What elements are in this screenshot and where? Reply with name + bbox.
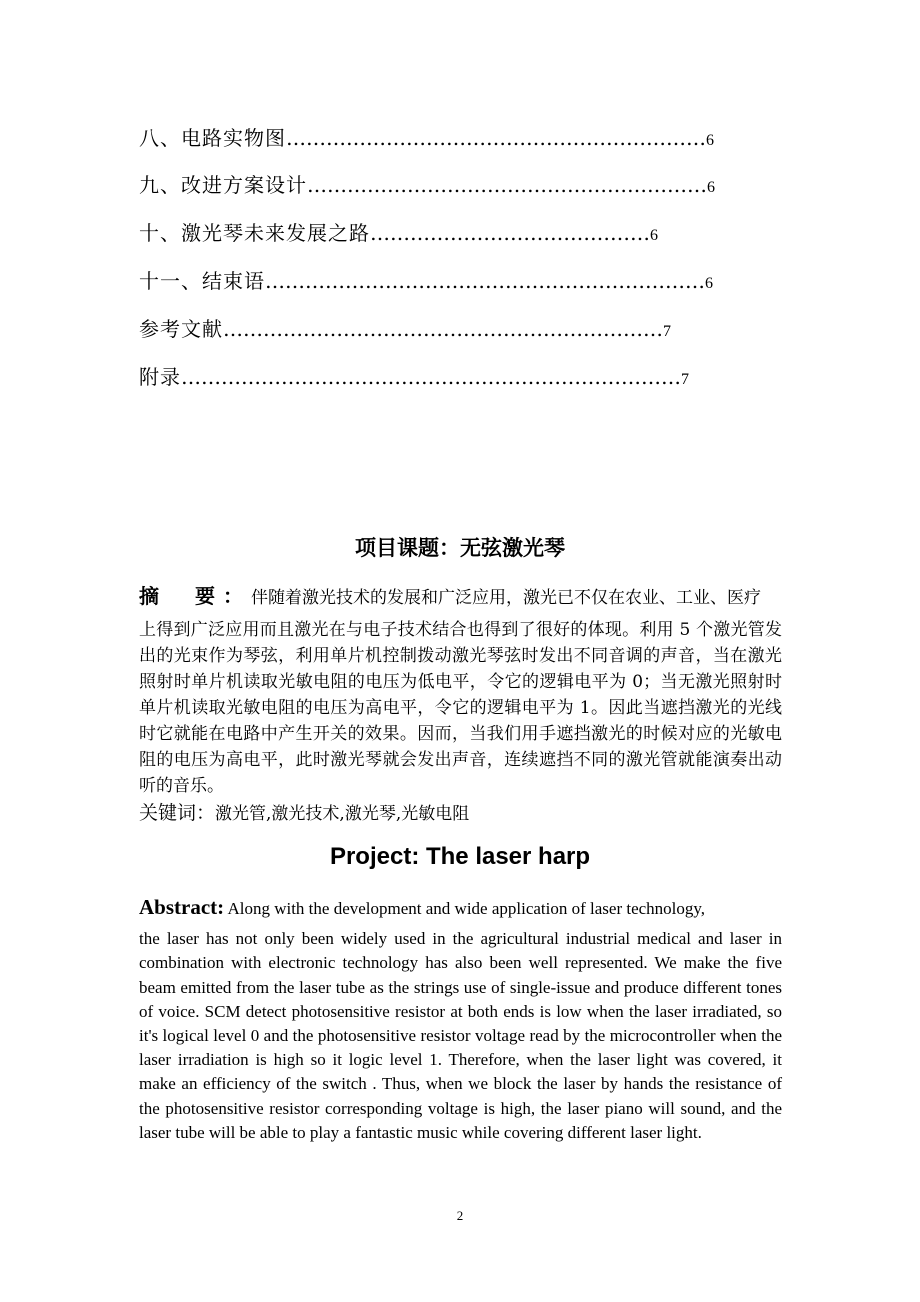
toc-entry-11 <box>139 267 713 298</box>
toc-page-number: 7 <box>663 323 671 340</box>
abstract-en-first-line <box>139 895 782 921</box>
toc-entry-10 <box>139 219 658 250</box>
abstract-en-body: the laser has not only been widely used in the agricultural industrial medical and laser in combination with electronic technology has also been well represented. We make the five beam emitted from the laser tube as the strings use of single-issue and produce different tones of voice. SCM detect photosensitive resistor at both ends is low when the laser irradiated, so it's logical level 0 and the photosensitive resistor voltage read by the microcontroller when the laser irradiation is high so it logic level 1. Therefore, when the laser light was covered, it make an efficiency of the switch . Thus, when we block the laser by hands the resistance of the photosensitive resistor corresponding voltage is high, the laser piano will sound, and the laser tube will be able to play a fantastic music while covering different laser light. <box>139 929 782 1142</box>
toc-page-number: 6 <box>706 132 714 149</box>
toc-leader-dots: …………………………………………………… <box>307 173 707 197</box>
abstract-cn-body: 上得到广泛应用而且激光在与电子技术结合也得到了很好的体现。利用 5 个激光管发出的光束作为琴弦，利用单片机控制拨动激光琴弦时发出不同音调的声音，当在激光照射时单片机读取光敏电阻的电压为低电平，令它的逻辑电平为 0；当无激光照射时单片机读取光敏电阻的电压为高电平，令它的逻辑电平为 1。因此当遮挡激光的光线时它就能在电路中产生开关的效果。因而，当我们用手遮挡激光的时候对应的光敏电阻的电压为高电平，此时激光琴就会发出声音，连续遮挡不同的激光管就能演奏出动听的音乐。 <box>139 620 782 796</box>
abstract-en-first-text: Along with the development and wide application of laser technology, <box>227 899 706 918</box>
toc-page-number: 7 <box>681 371 689 388</box>
abstract-en-label: Abstract: <box>139 895 225 919</box>
abstract-cn-label: 摘 要： <box>139 584 251 608</box>
toc-leader-dots: ……………………………………………………… <box>286 126 706 150</box>
page-number: 2 <box>456 1208 464 1223</box>
keywords-cn <box>139 798 469 825</box>
keywords-cn-text: 激光管,激光技术,激光琴,光敏电阻 <box>215 804 470 824</box>
abstract-cn-first-line <box>139 583 782 611</box>
toc-leader-dots: …………………………………… <box>370 221 650 245</box>
project-title-cn: 项目课题：无弦激光琴 <box>355 536 565 560</box>
toc-entry-text: 十、激光琴未来发展之路 <box>139 221 370 245</box>
toc-page-number: 6 <box>705 275 713 292</box>
project-title-en: Project: The laser harp <box>329 843 591 870</box>
toc-page-number: 6 <box>650 227 658 244</box>
toc-leader-dots: ………………………………………………………………… <box>181 365 681 389</box>
toc-entry-text: 九、改进方案设计 <box>139 173 307 197</box>
abstract-en <box>139 895 782 1145</box>
toc-entry-text: 附录 <box>139 365 181 389</box>
toc-entry-8 <box>139 124 714 155</box>
abstract-cn <box>139 583 782 799</box>
abstract-cn-first-text: 伴随着激光技术的发展和广泛应用，激光已不仅在农业、工业、医疗 <box>251 588 761 608</box>
toc-entry-9 <box>139 171 715 202</box>
toc-entry-text: 参考文献 <box>139 317 223 341</box>
toc-entry-text: 八、电路实物图 <box>139 126 286 150</box>
toc-entry-text: 十一、结束语 <box>139 269 265 293</box>
toc-leader-dots: ………………………………………………………… <box>265 269 705 293</box>
toc-entry-references <box>139 315 671 346</box>
toc-page-number: 6 <box>707 179 715 196</box>
keywords-cn-label: 关键词： <box>139 802 216 824</box>
toc-entry-appendix <box>139 363 689 394</box>
toc-leader-dots: ………………………………………………………… <box>223 317 663 341</box>
